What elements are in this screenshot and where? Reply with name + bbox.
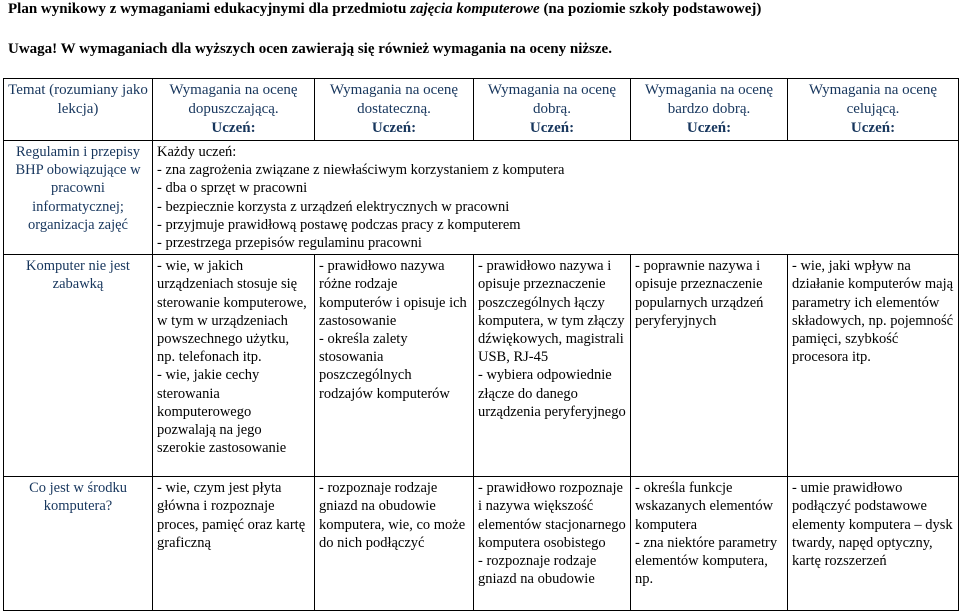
grade-2-cell: - wie, czym jest płyta główna i rozpoznaje proces, pamięć oraz kartę graficzną <box>153 477 315 611</box>
list-item: - bezpiecznie korzysta z urządzeń elektrycznych w pracowni <box>157 198 510 215</box>
header-grade-4: Wymagania na ocenę dobrą. Uczeń: <box>474 79 631 141</box>
grade-3-cell: - prawidłowo nazywa różne rodzaje komputerów i opisuje ich zastosowanie - określa zalety stosowania poszczególnych rodzajów komputerów <box>315 255 474 477</box>
grade-4-cell: - prawidłowo nazywa i opisuje przeznaczenie poszczególnych łączy komputera, w tym złączy dźwiękowych, magistrali USB, RJ-45 - wybiera odpowiednie złącze do danego urządzenia peryferyjnego <box>474 255 631 477</box>
header-grade-5: Wymagania na ocenę bardzo dobrą. Uczeń: <box>631 79 788 141</box>
table-header-row <box>4 79 959 141</box>
grade-4-cell: - prawidłowo rozpoznaje i nazywa większość elementów stacjonarnego komputera osobistego - rozpoznaje rodzaje gniazd na obudowie <box>474 477 631 611</box>
grade-3-cell: - rozpoznaje rodzaje gniazd na obudowie komputera, wie, co może do nich podłączyć <box>315 477 474 611</box>
heading-part2: (na poziomie szkoły podstawowej) <box>539 1 762 17</box>
common-intro: Każdy uczeń: <box>157 144 237 160</box>
header-grade-3: Wymagania na ocenę dostateczną. Uczeń: <box>315 79 474 141</box>
header-grade-6: Wymagania na ocenę celującą. Uczeń: <box>788 79 959 141</box>
common-requirements-cell <box>153 141 959 255</box>
requirements-table <box>3 78 959 611</box>
header-grade-2: Wymagania na ocenę dopuszczającą. Uczeń: <box>153 79 315 141</box>
heading-part1: Plan wynikowy z wymaganiami edukacyjnymi dla przedmiotu <box>8 1 411 17</box>
table-row <box>4 255 959 477</box>
grade-5-cell: - poprawnie nazywa i opisuje przeznaczenie popularnych urządzeń peryferyjnych <box>631 255 788 477</box>
topic-cell: Regulamin i przepisy BHP obowiązujące w pracowni informatycznej; organizacja zajęć <box>4 141 153 255</box>
topic-cell: Co jest w środku komputera? <box>4 477 153 611</box>
list-item: - zna zagrożenia związane z niewłaściwym korzystaniem z komputera <box>157 162 565 179</box>
grade-6-cell: - umie prawidłowo podłączyć podstawowe elementy komputera – dysk twardy, napęd optyczny, kartę rozszerzeń <box>788 477 959 611</box>
list-item: - przyjmuje prawidłową postawę podczas pracy z komputerem <box>157 216 521 233</box>
document-heading <box>8 0 761 18</box>
table-row <box>4 477 959 611</box>
topic-cell: Komputer nie jest zabawką <box>4 255 153 477</box>
list-item: - dba o sprzęt w pracowni <box>157 180 308 197</box>
grade-6-cell: - wie, jaki wpływ na działanie komputerów mają parametry ich elementów składowych, np. pojemność pamięci, szybkość procesora itp. <box>788 255 959 477</box>
grade-2-cell: - wie, w jakich urządzeniach stosuje się sterowanie komputerowe, w tym w urządzeniach powszechnego użytku, np. telefonach itp. - wie, jakie cechy sterowania komputerowego pozwalają na jego szerokie zastosowanie <box>153 255 315 477</box>
heading-subject: zajęcia komputerowe <box>410 1 540 17</box>
table-row <box>4 141 959 255</box>
header-topic: Temat (rozumiany jako lekcja) <box>4 79 153 141</box>
document-note: Uwaga! W wymaganiach dla wyższych ocen zawierają się również wymagania na oceny niższe. <box>8 41 612 57</box>
list-item: - przestrzega przepisów regulaminu pracowni <box>157 235 422 252</box>
grade-5-cell: - określa funkcje wskazanych elementów komputera - zna niektóre parametry elementów komputera, np. <box>631 477 788 611</box>
